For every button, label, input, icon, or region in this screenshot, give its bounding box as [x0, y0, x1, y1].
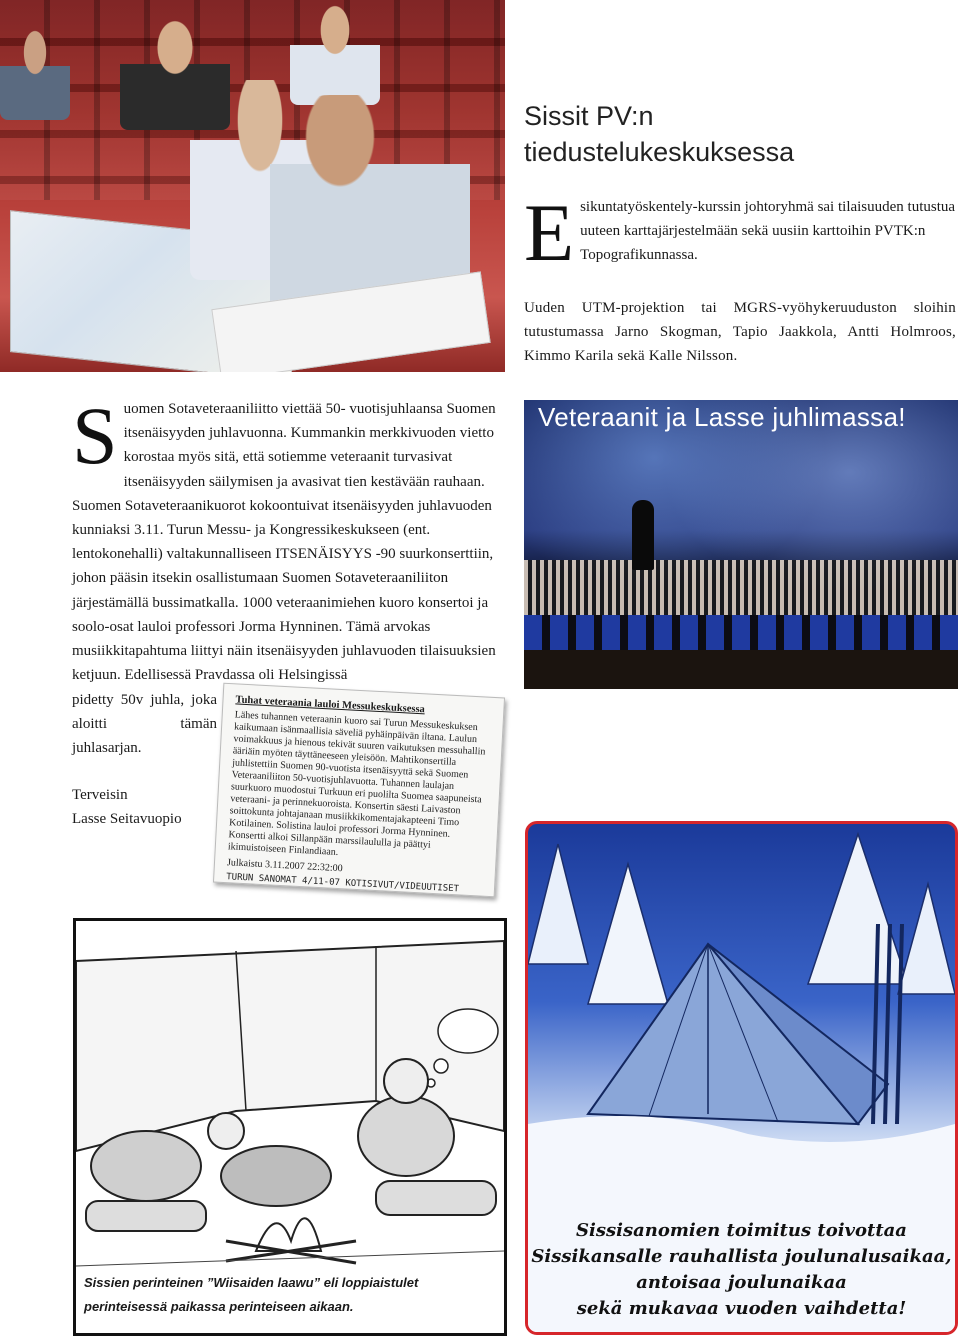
clipping-date: Julkaistu 3.11.2007 22:32:00: [226, 857, 343, 875]
signature-block: [72, 783, 222, 831]
photo-caption: Uuden UTM-projektion tai MGRS-vyöhykeruuduston sloihin tutustumassa Jarno Skogman, Tapio Jaakkola, Antti Holmroos, Kimmo Karila sekä Kalle Nilsson.: [524, 300, 956, 364]
article-title-line1: Sissit PV:n: [524, 101, 654, 131]
map-study-photo: [0, 0, 505, 372]
clipping-body: Lähes tuhannen veteraanin kuoro sai Turun Messukeskuksen kaikumaan isänmaallisia säveliä pyhäinpäivän iltana. Laulun voimakkuus ja hienous tekivät suuren vaikutuksen messuhallin ääriäin myöten täyttäneeseen yleisöön. Mahtikonsertilla juhlistettiin Suomen 90-vuotista itsenäisyyttä sekä Suomen Veteraaniliiton 50-vuotisjuhlavuotta. Tuhannen laulajan suurkuoro muodostui Turkuun eri puolilta Suomea saapuneista veteraani- ja perinnekuoroista. Konsertin säesti Laivaston soittokunta johtajanaan musiikkikomentajakapteeni Timo Kotilainen. Solistina lauloi professori Jorma Hynninen. Konsertti alkoi Sillanpään marssilaululla ja päättyi ikimuistoiseen Finlandiaan.: [227, 709, 486, 858]
author-name: Lasse Seitavuopio: [72, 811, 182, 827]
article-title: [524, 98, 944, 170]
greeting-line: Sissisanomien toimitus toivottaa: [576, 1220, 907, 1241]
clipping-title: Tuhat veteraania lauloi Messukeskuksessa: [235, 694, 426, 716]
main-dropcap: S: [72, 390, 118, 481]
greeting-text: Terveisin: [72, 787, 128, 803]
concert-photo-overlay: Veteraanit ja Lasse juhlimassa!: [538, 402, 906, 432]
clipping-handwriting: TURUN SANOMAT 4/11-07 KOTISIVUT/VIDEUUTISET: [225, 872, 460, 895]
intro-dropcap: E: [524, 187, 575, 278]
main-article: [72, 390, 505, 687]
choir-rows: [524, 560, 958, 620]
greeting-line: sekä mukavaa vuoden vaihdetta!: [576, 1298, 907, 1319]
stage-floor: [524, 650, 958, 689]
intro-text: sikuntatyöskentely-kurssin johtoryhmä sai tilaisuuden tutustua uuteen karttajärjestelmään sekä uusiin karttoihin PVTK:n Topografikunnassa.: [580, 199, 956, 263]
greeting-line: antoisaa joulunaikaa: [636, 1272, 847, 1293]
greeting-card: [525, 821, 958, 1335]
greeting-card-text: [528, 1218, 955, 1322]
article-intro: [524, 187, 956, 278]
greeting-line: Sissikansalle rauhallista joulunalusaikaa,: [531, 1246, 952, 1267]
main-article-continuation: pidetty 50v juhla, joka aloitti tämän juhlasarjan.: [72, 692, 217, 757]
cartoon-panel: [73, 918, 507, 1336]
concert-photo: [524, 400, 958, 689]
conductor-figure: [632, 500, 654, 570]
band-stands: [524, 615, 958, 655]
article-title-line2: tiedustelukeskuksessa: [524, 137, 795, 167]
cartoon-caption: Sissien perinteinen ”Wiisaiden laawu” eli loppiaistulet perinteisessä paikassa perinteiseen aikaan.: [84, 1275, 419, 1314]
person-figure: [0, 30, 70, 120]
main-article-text: uomen Sotaveteraaniliitto viettää 50- vuotisjuhlaansa Suomen itsenäisyyden juhlavuonna. Kummankin merkkivuoden vietto korostaa myös sitä, että sotiemme veteraanit turvasivat itsenäisyyden säilymisen ja avasivat tien kestävään rauhaan. Suomen Sotaveteraanikuorot kokoontuivat itsenäisyyden juhlavuoden kunniaksi 3.11. Turun Messu- ja Kongressikeskukseen (ent. lentokonehalli) valtakunnalliseen ITSENÄISYYS -90 suurkonserttiin, johon pääsin itsekin osallistumaan Suomen Sotaveteraaniliiton järjestämällä bussimatkalla. 1000 veteraanimiehen kuoro konsertoi ja soolo-osat lauloi professori Jorma Hynninen. Tämä arvokas musiikkitapahtuma liittyi näin itsenäisyyden juhlavuoden tilaisuuksien ketjuun. Edellisessä Pravdassa oli Helsingissä: [72, 401, 496, 684]
newspaper-clipping: [213, 683, 505, 897]
